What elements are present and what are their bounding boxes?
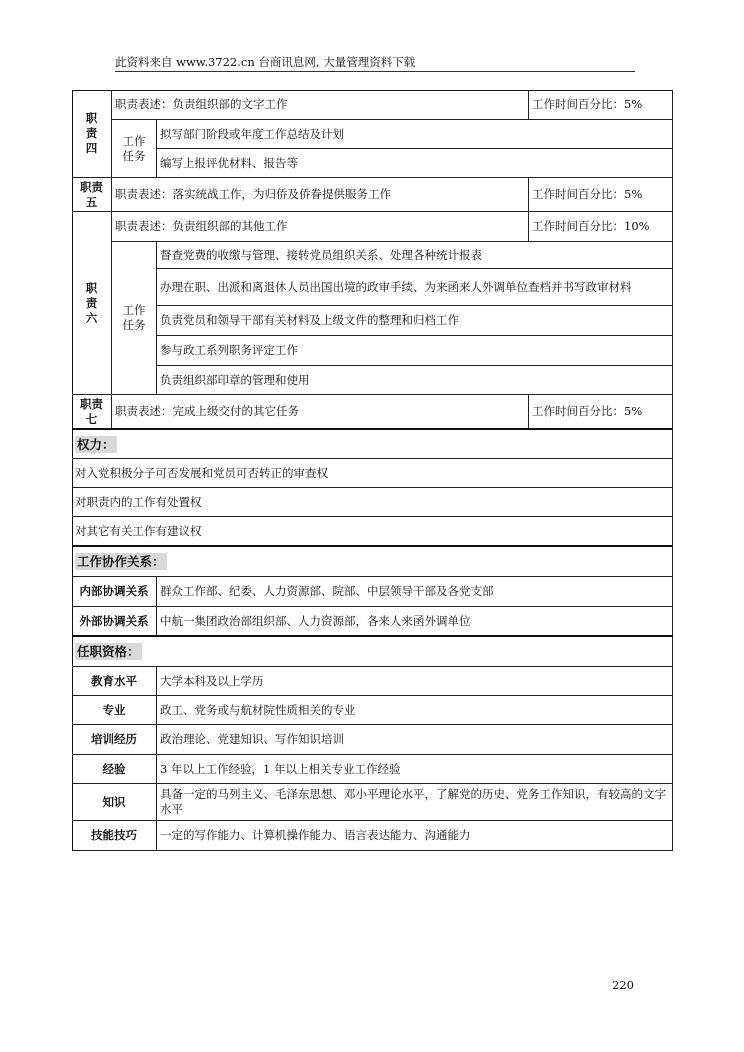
duty4-time-percent: 工作时间百分比：5%: [529, 90, 673, 120]
qualification-value-skills: 一定的写作能力、计算机操作能力、语言表达能力、沟通能力: [157, 821, 673, 851]
duty6-task-1: 督查党费的收缴与管理、接转党员组织关系、处理各种统计报表: [157, 242, 673, 269]
qualification-value-training: 政治理论、党建知识、写作知识培训: [157, 725, 673, 755]
qualification-label-knowledge: 知识: [72, 784, 157, 821]
duty6-label: 职 责 六: [72, 212, 112, 395]
qualification-label-experience: 经验: [72, 755, 157, 784]
duty4-task-label: 工作 任务: [112, 120, 157, 178]
qualification-label-training: 培训经历: [72, 725, 157, 755]
qualification-value-knowledge: 具备一定的马列主义、毛泽东思想、邓小平理论水平，了解党的历史、党务工作知识，有较高的文字水平: [157, 784, 673, 821]
qualification-label-major: 专业: [72, 696, 157, 725]
duty7-time-percent: 工作时间百分比：5%: [529, 395, 673, 430]
duty6-description: 职责表述：负责组织部的其他工作: [112, 212, 529, 242]
duty6-task-label: 工作 任务: [112, 242, 157, 395]
page-number: 220: [612, 978, 634, 992]
external-coordination-label: 外部协调关系: [72, 607, 157, 637]
duty5-label: 职责 五: [72, 178, 112, 212]
authority-section-title: 权力：: [72, 430, 673, 459]
authority-item-1: 对入党积极分子可否发展和党员可否转正的审查权: [72, 459, 673, 488]
duty4-task-2: 编写上报评优材料、报告等: [157, 149, 673, 178]
cooperation-section-title: 工作协作关系：: [72, 547, 673, 577]
duty6-task-2: 办理在职、出派和离退休人员出国出境的政审手续、为来函来人外调单位查档并书写政审材料: [157, 269, 673, 306]
duty4-task-1: 拟写部门阶段或年度工作总结及计划: [157, 120, 673, 149]
internal-coordination-value: 群众工作部、纪委、人力资源部、院部、中层领导干部及各党支部: [157, 577, 673, 607]
duty6-task-3: 负责党员和领导干部有关材料及上级文件的整理和归档工作: [157, 306, 673, 336]
external-coordination-value: 中航一集团政治部组织部、人力资源部，各来人来函外调单位: [157, 607, 673, 637]
duty6-task-5: 负责组织部印章的管理和使用: [157, 366, 673, 395]
duty6-time-percent: 工作时间百分比：10%: [529, 212, 673, 242]
authority-item-3: 对其它有关工作有建议权: [72, 517, 673, 547]
duty5-description: 职责表述：落实统战工作，为归侨及侨眷提供服务工作: [112, 178, 529, 212]
internal-coordination-label: 内部协调关系: [72, 577, 157, 607]
qualification-value-major: 政工、党务或与航材院性质相关的专业: [157, 696, 673, 725]
authority-item-2: 对职责内的工作有处置权: [72, 488, 673, 517]
duty6-task-4: 参与政工系列职务评定工作: [157, 336, 673, 366]
qualification-value-education: 大学本科及以上学历: [157, 667, 673, 696]
duty7-description: 职责表述：完成上级交付的其它任务: [112, 395, 529, 430]
duty4-label: 职 责 四: [72, 90, 112, 178]
page-header: 此资料来自 www.3722.cn 台商讯息网, 大量管理资料下载: [115, 55, 635, 72]
duty4-description: 职责表述：负责组织部的文字工作: [112, 90, 529, 120]
qualification-label-skills: 技能技巧: [72, 821, 157, 851]
duty7-label: 职责 七: [72, 395, 112, 430]
qualifications-section-title: 任职资格：: [72, 637, 673, 667]
qualification-label-education: 教育水平: [72, 667, 157, 696]
duty5-time-percent: 工作时间百分比：5%: [529, 178, 673, 212]
qualification-value-experience: 3 年以上工作经验，1 年以上相关专业工作经验: [157, 755, 673, 784]
